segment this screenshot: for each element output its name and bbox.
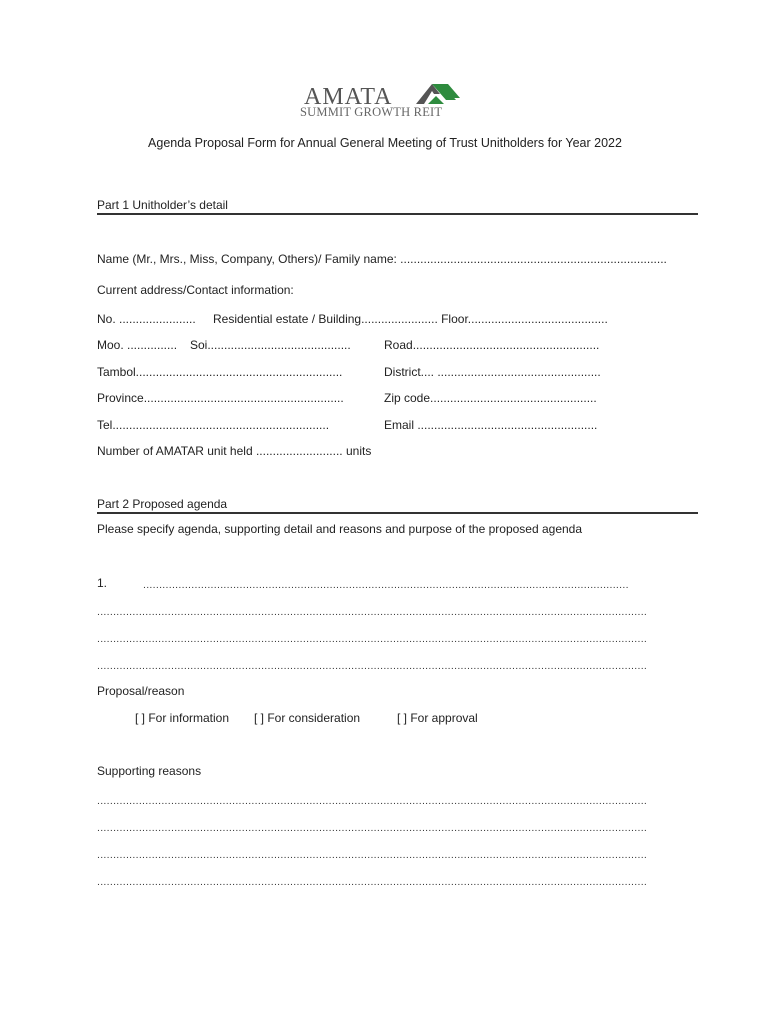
proposal-label: Proposal/reason (97, 684, 185, 698)
tel-field[interactable]: Tel................................................................. (97, 418, 330, 432)
mountain-logo-icon (412, 80, 460, 106)
soi-field[interactable]: Soi........................................... (190, 338, 351, 352)
zip-code-field[interactable]: Zip code.................................................. (384, 391, 597, 405)
option-for-consideration[interactable]: [ ] For consideration (254, 711, 361, 725)
logo-subtitle: SUMMIT GROWTH REIT (300, 105, 443, 119)
agenda-line-2[interactable]: ........................................................................................................................................................................... (97, 606, 648, 618)
email-field[interactable]: Email ...................................................... (384, 418, 598, 432)
estate-floor-field[interactable]: Residential estate / Building....................... Floor.......................................... (213, 312, 608, 326)
part2-heading: Part 2 Proposed agenda (97, 497, 228, 511)
supporting-line-3[interactable]: ........................................................................................................................................................................... (97, 849, 648, 861)
supporting-label: Supporting reasons (97, 764, 202, 778)
agenda-line-1[interactable]: ....................................................................................................................................................... (143, 579, 629, 591)
address-heading: Current address/Contact information: (97, 283, 294, 297)
agenda-line-4[interactable]: ........................................................................................................................................................................... (97, 660, 648, 672)
part1-divider (97, 213, 698, 215)
part2-instruction: Please specify agenda, supporting detail and reasons and purpose of the proposed agenda (97, 522, 583, 536)
part2-divider (97, 512, 698, 514)
district-field[interactable]: District.... ................................................. (384, 365, 601, 379)
amata-logo (300, 80, 470, 122)
part1-heading: Part 1 Unitholder’s detail (97, 198, 228, 212)
agenda-line-3[interactable]: ........................................................................................................................................................................... (97, 633, 648, 645)
agenda-item-number: 1. (97, 576, 108, 590)
supporting-line-2[interactable]: ........................................................................................................................................................................... (97, 822, 648, 834)
supporting-line-1[interactable]: ........................................................................................................................................................................... (97, 795, 648, 807)
logo-wordmark: AMATA (304, 84, 393, 110)
house-no-field[interactable]: No. ....................... (97, 312, 196, 326)
moo-field[interactable]: Moo. ............... (97, 338, 178, 352)
province-field[interactable]: Province............................................................ (97, 391, 344, 405)
option-for-information[interactable]: [ ] For information (135, 711, 230, 725)
name-field[interactable]: Name (Mr., Mrs., Miss, Company, Others)/ Family name: ................................................................................ (97, 252, 667, 266)
road-field[interactable]: Road........................................................ (384, 338, 600, 352)
form-title: Agenda Proposal Form for Annual General Meeting of Trust Unitholders for Year 2022 (148, 136, 622, 150)
option-for-approval[interactable]: [ ] For approval (397, 711, 478, 725)
units-held-field[interactable]: Number of AMATAR unit held .......................... units (97, 444, 372, 458)
tambol-field[interactable]: Tambol.............................................................. (97, 365, 343, 379)
supporting-line-4[interactable]: ........................................................................................................................................................................... (97, 876, 648, 888)
